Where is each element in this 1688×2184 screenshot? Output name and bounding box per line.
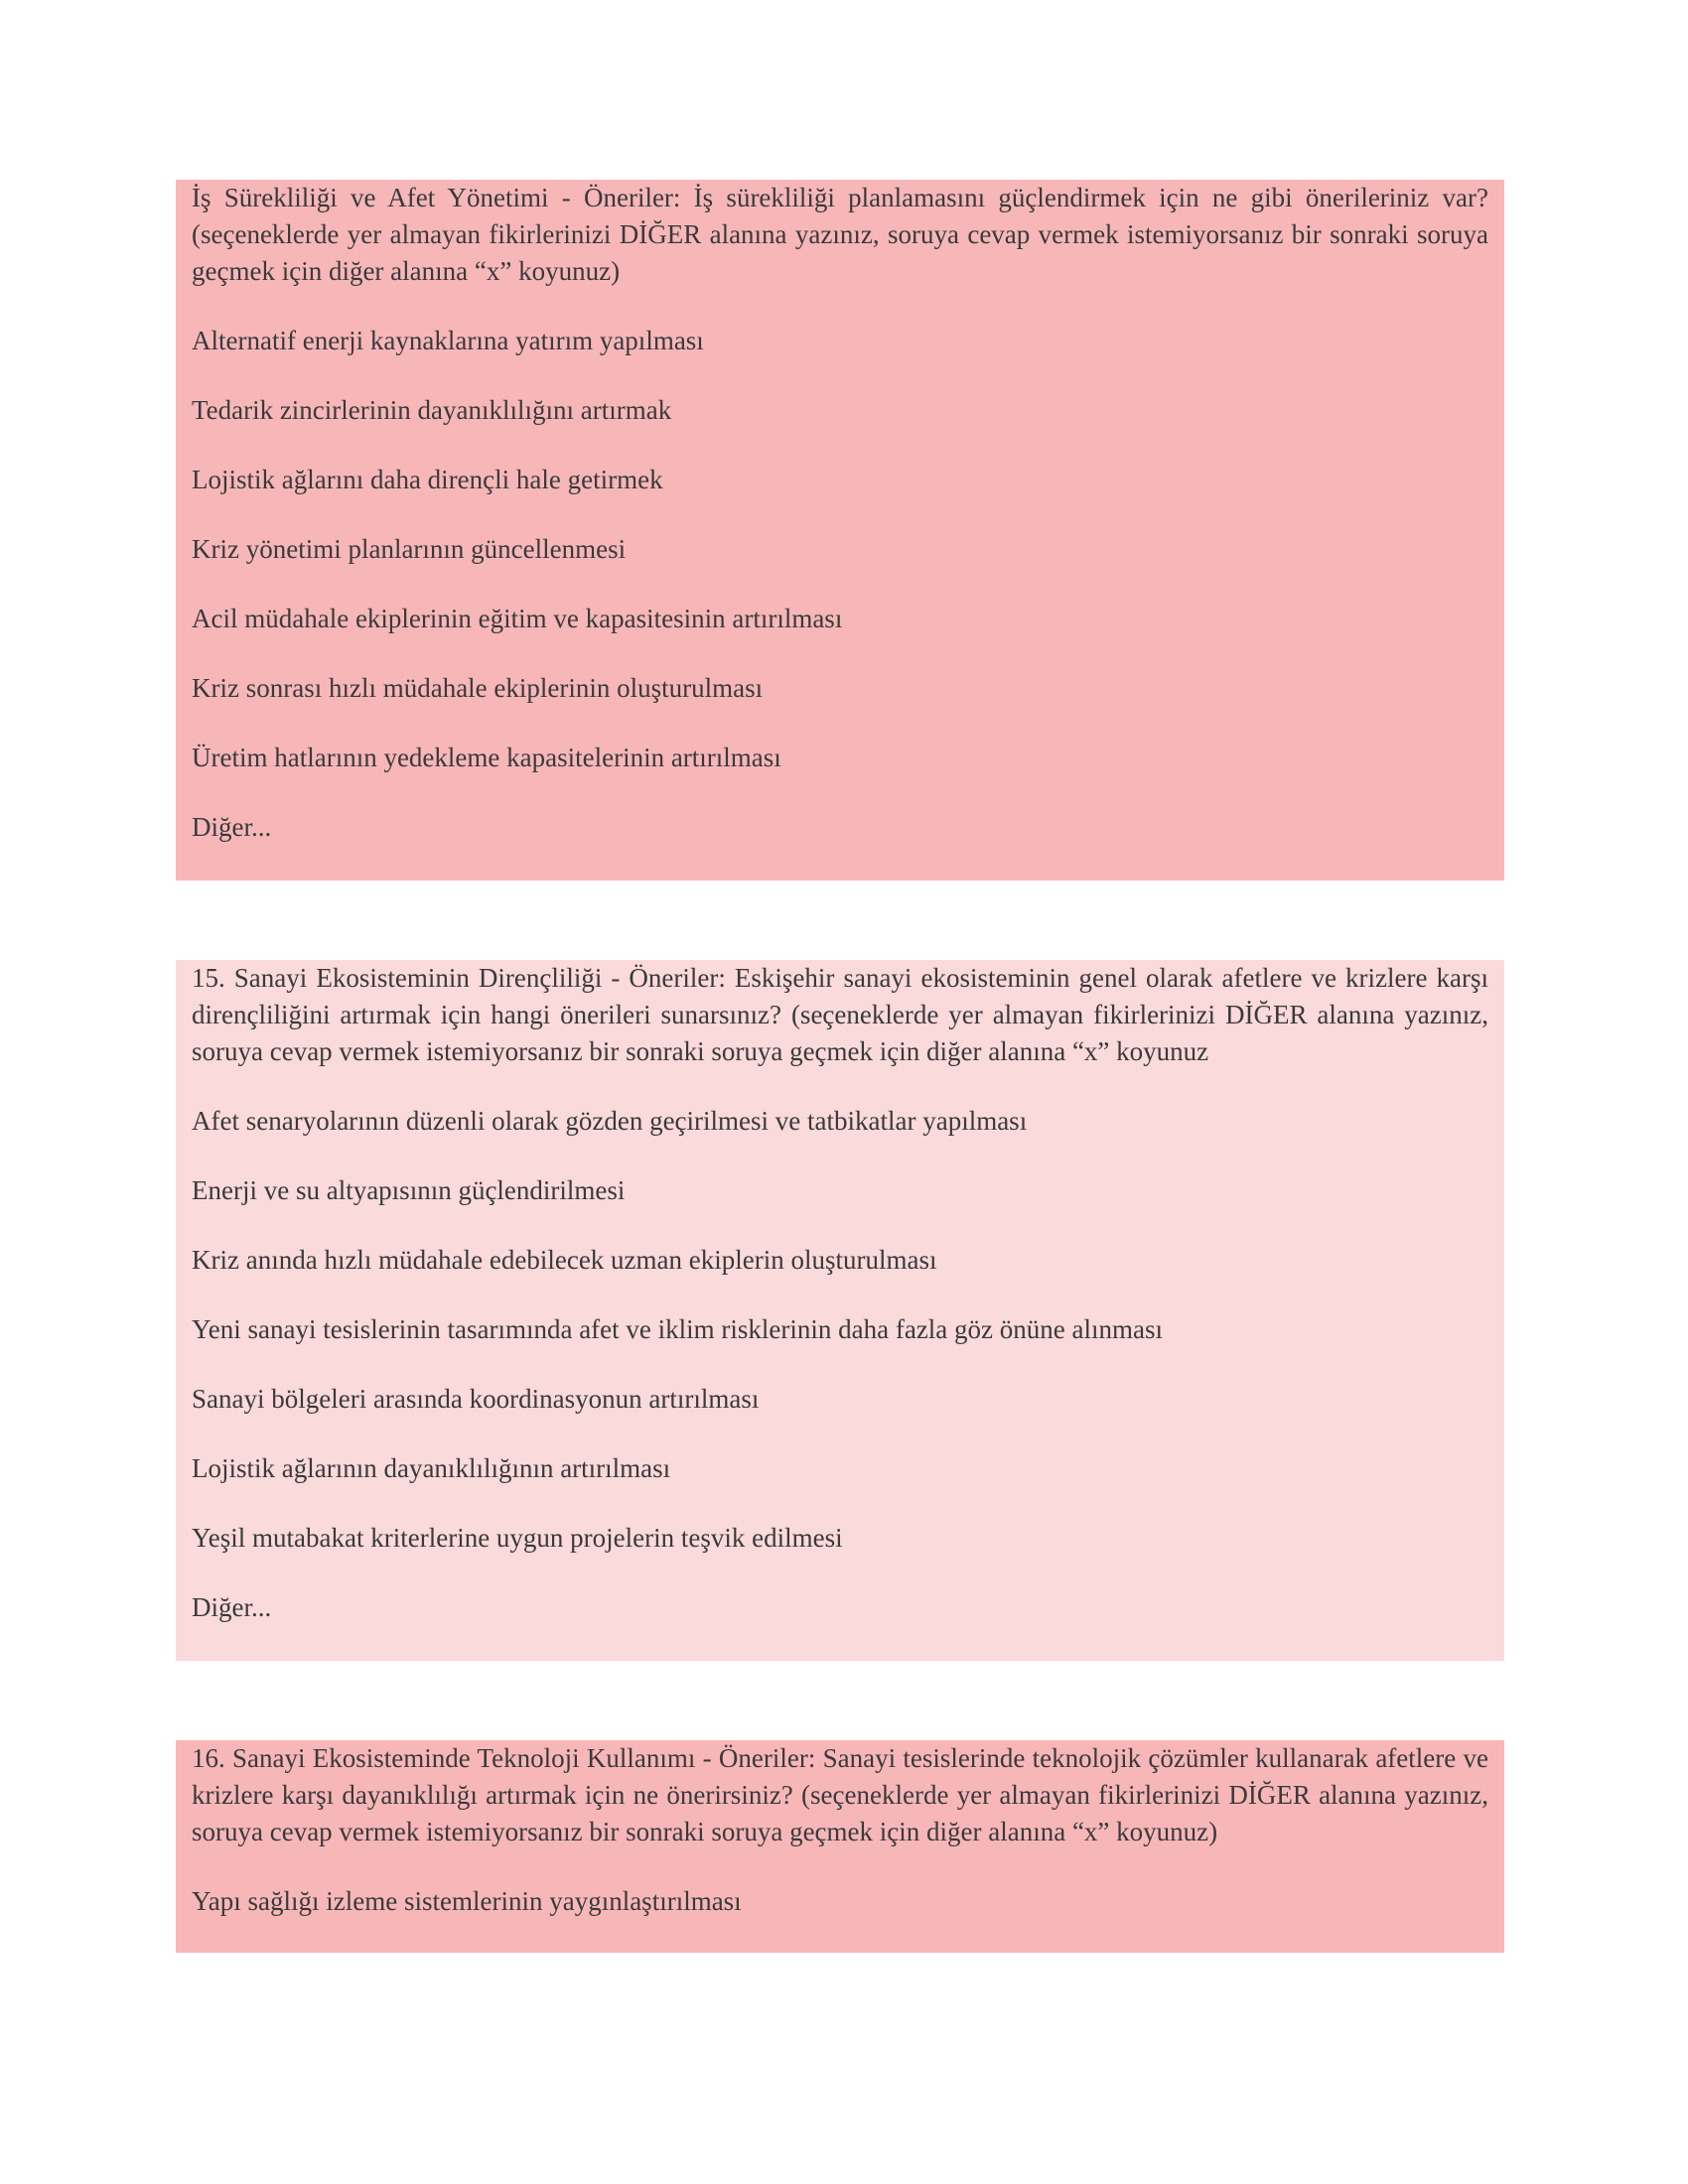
- option-item[interactable]: Afet senaryolarının düzenli olarak gözden geçirilmesi ve tatbikatlar yapılması: [192, 1106, 1028, 1136]
- options-list: [192, 1883, 1488, 1920]
- option-item[interactable]: Kriz yönetimi planlarının güncellenmesi: [192, 534, 627, 564]
- question-text: 15. Sanayi Ekosisteminin Dirençliliği - Öneriler: Eskişehir sanayi ekosisteminin genel olarak afetlere ve krizlere karşı dirençliliğini artırmak için hangi önerileri sunarsınız? (seçeneklerde yer almayan fikirlerinizi DİĞER alanına yazınız, soruya cevap vermek istemiyorsanız bir sonraki soruya geçmek için diğer alanına “x” koyunuz: [192, 963, 1488, 1066]
- option-item[interactable]: Yeşil mutabakat kriterlerine uygun projelerin teşvik edilmesi: [192, 1523, 843, 1553]
- options-list: [192, 323, 1488, 846]
- question-block-ecosystem-resilience: [176, 960, 1504, 1661]
- question-text: İş Sürekliliği ve Afet Yönetimi - Öneriler: İş sürekliliği planlamasını güçlendirmek için ne gibi önerileriniz var? (seçeneklerde yer almayan fikirlerinizi DİĞER alanına yazınız, soruya cevap vermek istemiyorsanız bir sonraki soruya geçmek için diğer alanına “x” koyunuz): [192, 183, 1488, 286]
- option-item[interactable]: Yapı sağlığı izleme sistemlerinin yaygınlaştırılması: [192, 1886, 742, 1916]
- option-item[interactable]: Sanayi bölgeleri arasında koordinasyonun artırılması: [192, 1384, 760, 1414]
- option-item[interactable]: Acil müdahale ekiplerinin eğitim ve kapasitesinin artırılması: [192, 604, 843, 633]
- option-item-other[interactable]: Diğer...: [192, 812, 272, 842]
- options-list: [192, 1103, 1488, 1626]
- option-item[interactable]: Lojistik ağlarının dayanıklılığının artırılması: [192, 1453, 671, 1483]
- option-item[interactable]: Enerji ve su altyapısının güçlendirilmesi: [192, 1175, 626, 1205]
- option-item-other[interactable]: Diğer...: [192, 1592, 272, 1622]
- option-item[interactable]: Alternatif enerji kaynaklarına yatırım yapılması: [192, 326, 704, 355]
- option-item[interactable]: Kriz sonrası hızlı müdahale ekiplerinin oluşturulması: [192, 673, 764, 703]
- option-item[interactable]: Kriz anında hızlı müdahale edebilecek uzman ekiplerin oluşturulması: [192, 1245, 937, 1275]
- option-item[interactable]: Tedarik zincirlerinin dayanıklılığını artırmak: [192, 395, 672, 425]
- question-block-business-continuity: [176, 180, 1504, 881]
- question-text: 16. Sanayi Ekosisteminde Teknoloji Kullanımı - Öneriler: Sanayi tesislerinde teknolojik çözümler kullanarak afetlere ve krizlere karşı dayanıklılığı artırmak için ne önerirsiniz? (seçeneklerde yer almayan fikirlerinizi DİĞER alanına yazınız, soruya cevap vermek istemiyorsanız bir sonraki soruya geçmek için diğer alanına “x” koyunuz): [192, 1743, 1488, 1846]
- option-item[interactable]: Üretim hatlarının yedekleme kapasitelerinin artırılması: [192, 743, 781, 772]
- option-item[interactable]: Lojistik ağlarını daha dirençli hale getirmek: [192, 465, 663, 494]
- question-block-technology-use: [176, 1740, 1504, 1953]
- option-item[interactable]: Yeni sanayi tesislerinin tasarımında afet ve iklim risklerinin daha fazla göz önüne alınması: [192, 1314, 1163, 1344]
